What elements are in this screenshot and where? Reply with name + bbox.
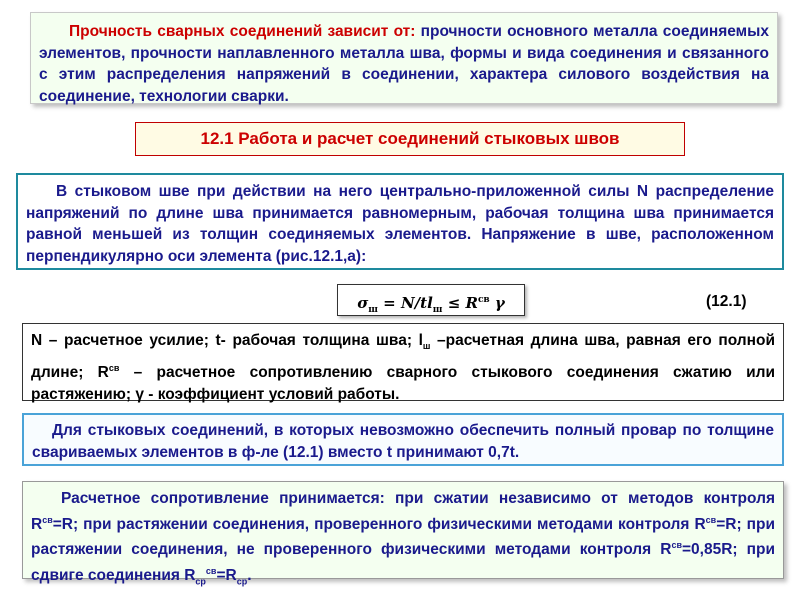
equation-number: (12.1) bbox=[706, 293, 747, 310]
formula-sigma-sub: ш bbox=[368, 305, 378, 315]
intro-box bbox=[30, 12, 778, 104]
defs-part-3: – расчетное сопротивлению сварного стыкового соединения сжатию или растяжению; γ - коэффициент условий работы. bbox=[31, 364, 775, 404]
resistance-part-6: . bbox=[247, 566, 252, 584]
defs-l-sub: ш bbox=[422, 341, 431, 352]
definitions-paragraph bbox=[31, 330, 775, 406]
definitions-box bbox=[22, 323, 784, 404]
resistance-part-3: =R; при растяжении соединения, не проверенного физическими методами контроля R bbox=[31, 515, 775, 559]
intro-rest: прочности основного металла соединяемых элементов, прочности наплавленного металла шва, формы и вида соединения и связанного с этим распределения напряжений в соединении, характера силового воздействия на соединение, технологии сварки. bbox=[39, 23, 769, 105]
formula-r-sup: св bbox=[477, 295, 490, 305]
formula-l-sub: ш bbox=[432, 305, 443, 315]
intro-lead: Прочность сварных соединений зависит от: bbox=[69, 23, 416, 40]
resistance-part-1: Расчетное сопротивление принимается: при сжатии независимо от методов контроля R bbox=[31, 490, 775, 533]
resistance-paragraph bbox=[31, 488, 775, 593]
penetration-text: Для стыковых соединений, в которых невозможно обеспечить полный провар по толщине свариваемых элементов в ф-ле (12.1) вместо t принимают 0,7t. bbox=[32, 422, 774, 461]
intro-paragraph bbox=[39, 21, 769, 107]
defs-r-sup: св bbox=[108, 363, 120, 374]
defs-part-2: –расчетная длина шва, равная его полной длине; R bbox=[31, 332, 775, 382]
formula-12-1 bbox=[337, 284, 525, 316]
resistance-box bbox=[22, 481, 784, 587]
resistance-part-2: =R; при растяжении соединения, проверенного физическими методами контроля R bbox=[52, 515, 706, 533]
resistance-sub-4: ср bbox=[195, 576, 206, 587]
resistance-sup-4: св bbox=[205, 565, 217, 576]
resistance-part-4: =0,85R; при сдвиге соединения R bbox=[31, 541, 775, 584]
formula-gamma: γ bbox=[489, 294, 505, 312]
resistance-sup-2: св bbox=[705, 514, 717, 525]
resistance-part-5: =R bbox=[216, 566, 237, 584]
formula-mid: = N/tl bbox=[377, 294, 433, 312]
resistance-sup-3: св bbox=[671, 540, 682, 551]
section-heading: 12.1 Работа и расчет соединений стыковых швов bbox=[135, 122, 685, 156]
butt-weld-paragraph bbox=[26, 181, 774, 267]
penetration-box bbox=[22, 413, 784, 466]
formula-sigma: σ bbox=[357, 294, 369, 312]
resistance-sub-5: ср bbox=[236, 576, 248, 587]
butt-weld-text: В стыковом шве при действии на него центрально-приложенной силы N распределение напряжений по длине шва принимается равномерным, рабочая толщина шва принимается равной меньшей из толщин соединяемых элементов. Напряжение в шве, расположенном перпендикулярно оси элемента (рис.12.1,а): bbox=[26, 183, 774, 265]
resistance-sup-1: св bbox=[42, 514, 53, 525]
defs-part-1: N – расчетное усилие; t- рабочая толщина шва; l bbox=[31, 332, 423, 349]
penetration-paragraph bbox=[32, 420, 774, 463]
butt-weld-box bbox=[16, 173, 784, 270]
formula-leq: ≤ R bbox=[442, 294, 478, 312]
